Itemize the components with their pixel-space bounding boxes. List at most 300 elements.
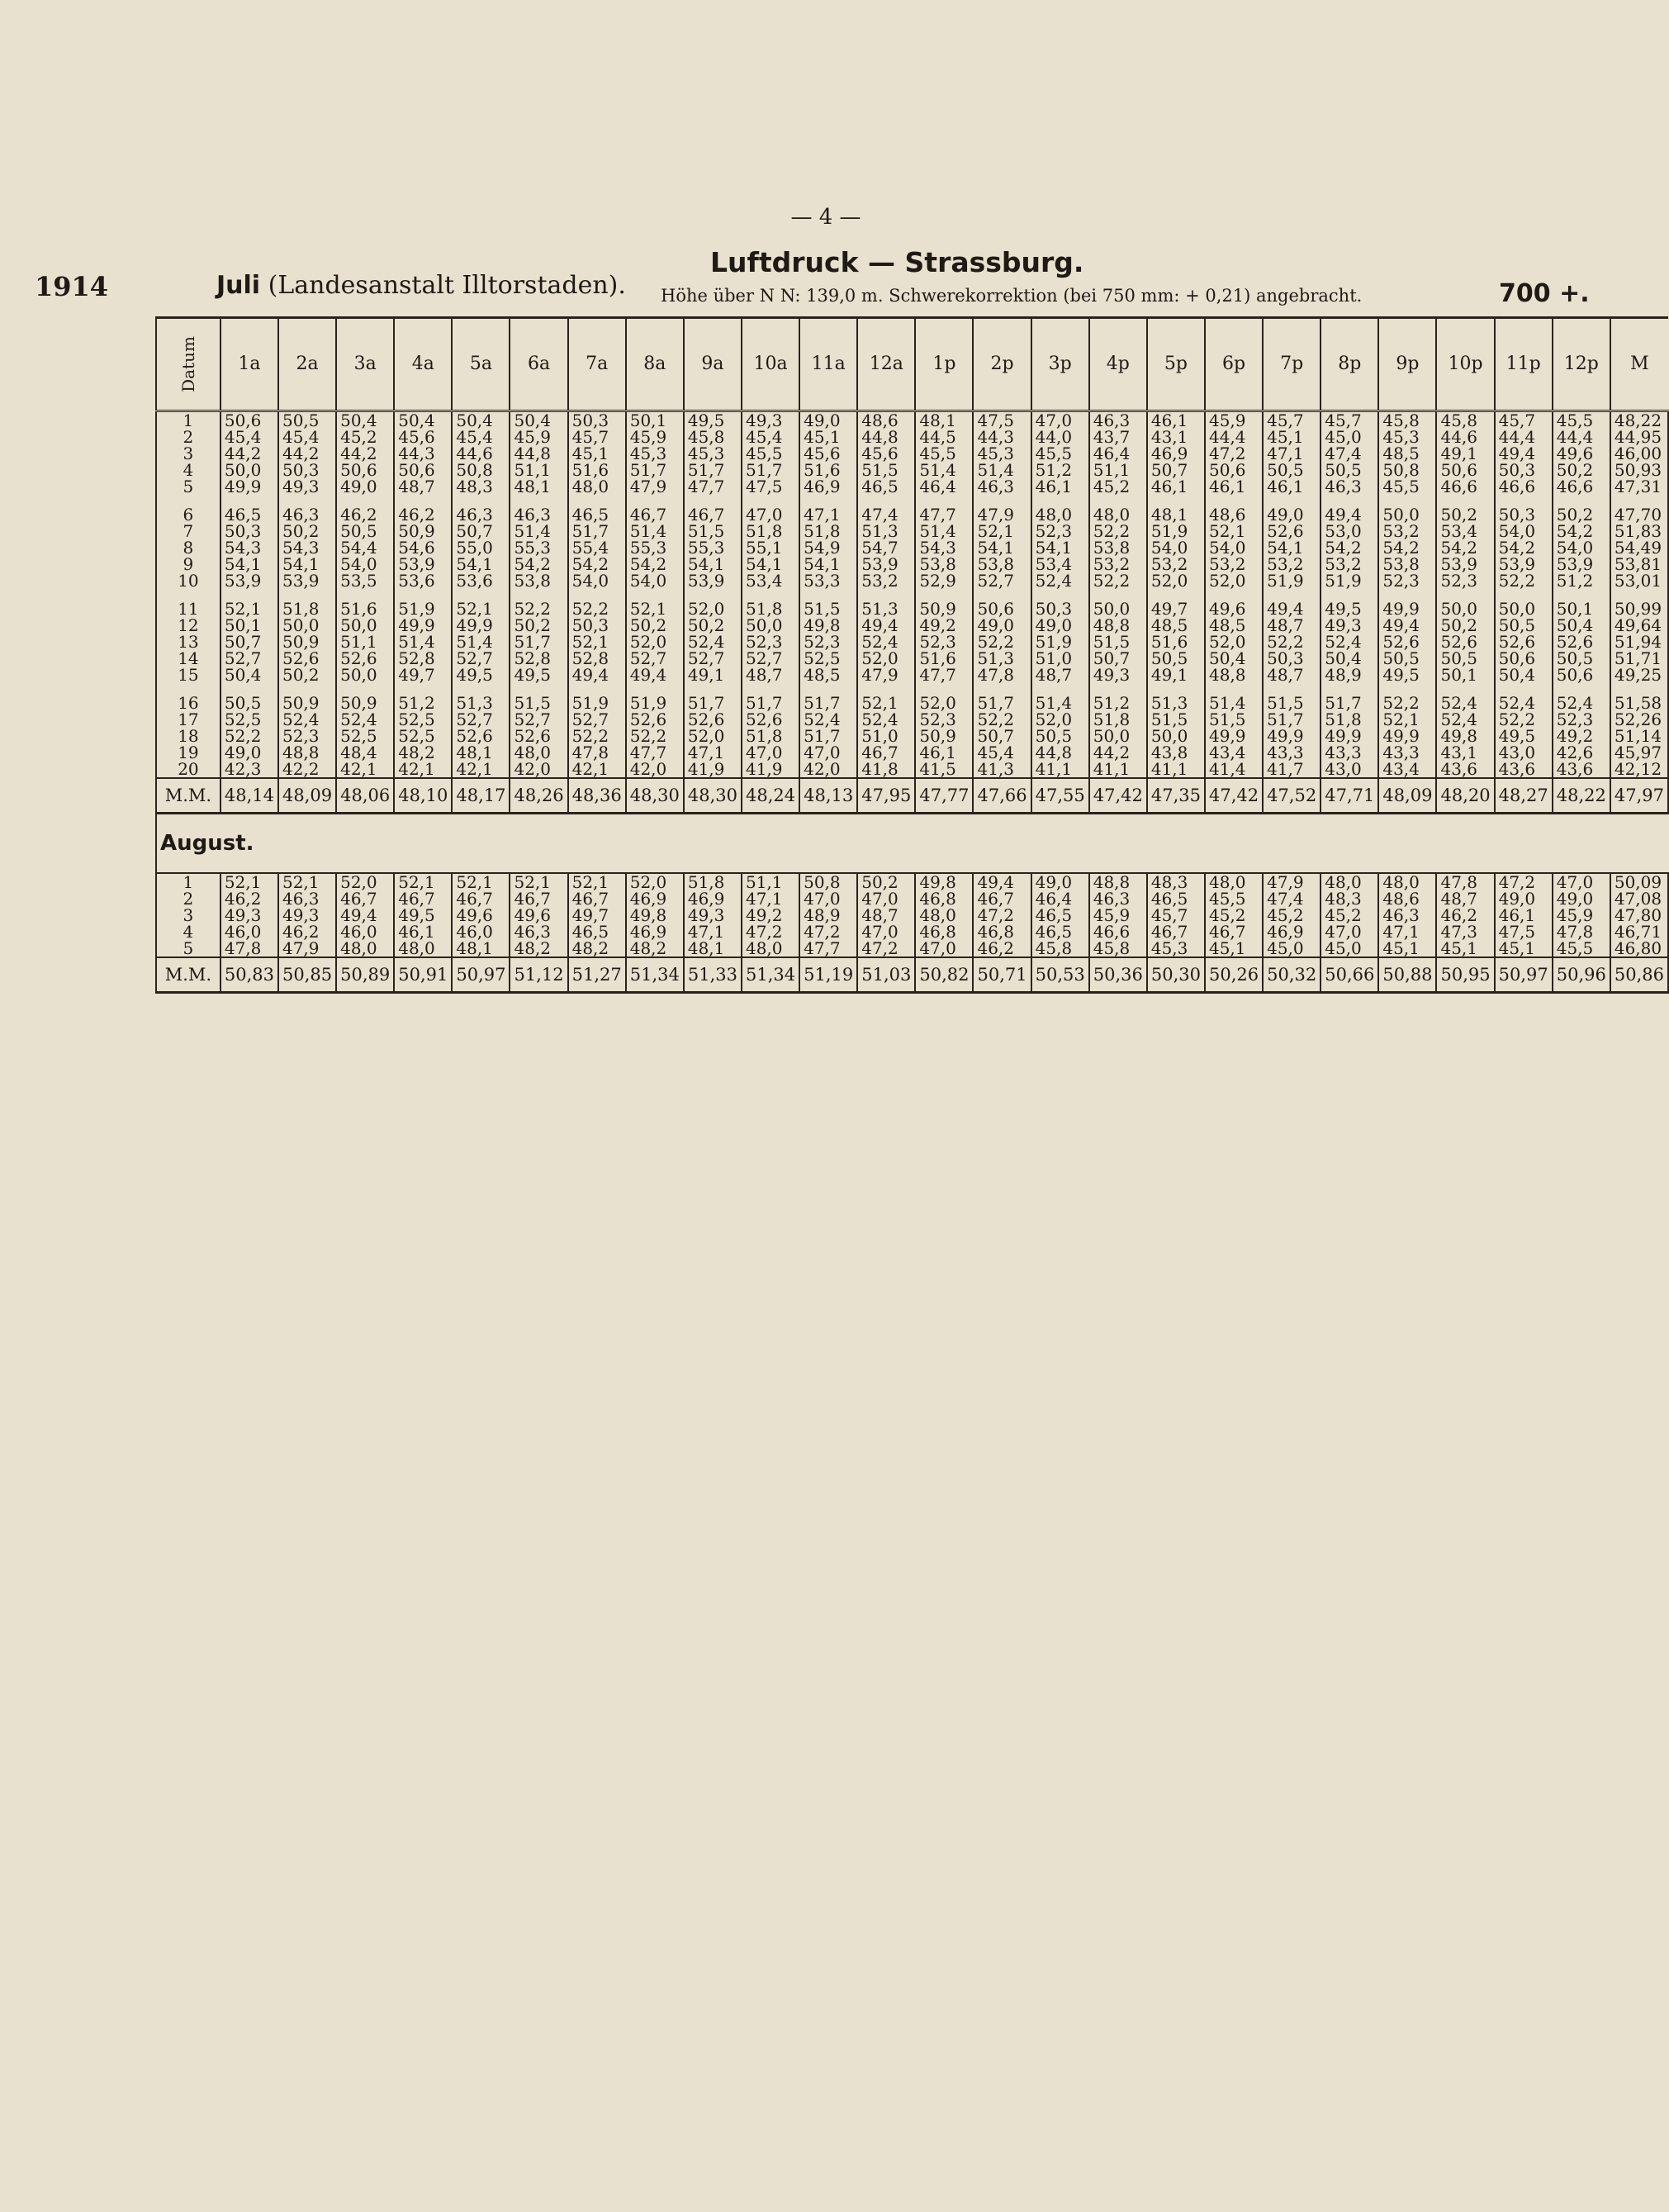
value-cell: 45,0 xyxy=(1321,429,1378,445)
value-cell: 46,3 xyxy=(1089,411,1147,430)
value-cell: 50,4 xyxy=(1321,650,1378,667)
column-header: 10p xyxy=(1436,318,1494,411)
value-cell: 51,7 xyxy=(799,695,857,711)
date-cell: 20 xyxy=(156,761,220,778)
value-cell: 49,9 xyxy=(1378,728,1436,744)
value-cell: 45,1 xyxy=(1495,940,1553,957)
value-cell: 46,2 xyxy=(336,506,394,523)
value-cell: 45,1 xyxy=(568,445,626,462)
value-cell: 42,0 xyxy=(799,761,857,778)
value-cell: 53,8 xyxy=(973,556,1031,572)
value-cell: 52,1 xyxy=(452,873,510,890)
value-cell: 50,32 xyxy=(1263,957,1321,993)
value-cell: 48,30 xyxy=(684,778,742,814)
value-cell: 52,0 xyxy=(626,634,684,650)
value-cell: 46,9 xyxy=(626,923,684,940)
value-cell: 43,0 xyxy=(1495,744,1553,761)
date-cell: 9 xyxy=(156,556,220,572)
table-row xyxy=(156,523,1668,539)
value-cell: 52,1 xyxy=(973,523,1031,539)
table-row xyxy=(156,744,1668,761)
value-cell: 45,7 xyxy=(1263,411,1321,430)
value-cell: 52,4 xyxy=(799,711,857,728)
value-cell: 50,26 xyxy=(1205,957,1263,993)
table-row xyxy=(156,556,1668,572)
value-cell: 50,2 xyxy=(684,617,742,634)
value-cell: 52,4 xyxy=(1321,634,1378,650)
value-cell: 51,2 xyxy=(1089,695,1147,711)
value-cell: 48,6 xyxy=(1205,506,1263,523)
value-cell: 44,3 xyxy=(394,445,452,462)
value-cell: 45,1 xyxy=(1436,940,1494,957)
value-cell: 47,2 xyxy=(1205,445,1263,462)
column-header: 5p xyxy=(1147,318,1205,411)
value-cell: 54,2 xyxy=(1436,539,1494,556)
mean-cell: 51,94 xyxy=(1610,634,1668,650)
value-cell: 47,0 xyxy=(1553,873,1610,890)
value-cell: 44,2 xyxy=(278,445,336,462)
value-cell: 45,5 xyxy=(915,445,973,462)
value-cell: 44,3 xyxy=(973,429,1031,445)
value-cell: 52,6 xyxy=(510,728,567,744)
value-cell: 50,71 xyxy=(973,957,1031,993)
value-cell: 49,6 xyxy=(510,907,567,923)
value-cell: 45,5 xyxy=(1553,411,1610,430)
value-cell: 50,6 xyxy=(1495,650,1553,667)
value-cell: 52,7 xyxy=(452,650,510,667)
value-cell: 51,0 xyxy=(857,728,915,744)
value-cell: 47,9 xyxy=(973,506,1031,523)
value-cell: 44,4 xyxy=(1495,429,1553,445)
value-cell: 50,6 xyxy=(1553,667,1610,683)
value-cell: 54,4 xyxy=(336,539,394,556)
value-cell: 45,7 xyxy=(1321,411,1378,430)
value-cell: 51,7 xyxy=(742,695,799,711)
value-cell: 47,8 xyxy=(973,667,1031,683)
table-row xyxy=(156,411,1668,430)
value-cell: 51,2 xyxy=(1031,462,1089,478)
date-cell: 4 xyxy=(156,462,220,478)
value-cell: 50,5 xyxy=(1321,462,1378,478)
value-cell: 50,2 xyxy=(278,667,336,683)
value-cell: 52,2 xyxy=(220,728,278,744)
value-cell: 48,2 xyxy=(626,940,684,957)
value-cell: 51,9 xyxy=(1031,634,1089,650)
value-cell: 52,2 xyxy=(1263,634,1321,650)
value-cell: 53,6 xyxy=(394,572,452,589)
value-cell: 50,4 xyxy=(1495,667,1553,683)
value-cell: 44,2 xyxy=(1089,744,1147,761)
value-cell: 51,6 xyxy=(915,650,973,667)
value-cell: 51,4 xyxy=(510,523,567,539)
value-cell: 50,5 xyxy=(336,523,394,539)
value-cell: 54,3 xyxy=(220,539,278,556)
value-cell: 50,3 xyxy=(1495,462,1553,478)
column-header: 11a xyxy=(799,318,857,411)
value-cell: 49,6 xyxy=(1553,445,1610,462)
value-cell: 53,2 xyxy=(1089,556,1147,572)
column-header: 2p xyxy=(973,318,1031,411)
column-header: 3a xyxy=(336,318,394,411)
mean-cell: 46,00 xyxy=(1610,445,1668,462)
value-cell: 50,8 xyxy=(799,873,857,890)
date-cell: 3 xyxy=(156,445,220,462)
value-cell: 52,7 xyxy=(742,650,799,667)
value-cell: 47,7 xyxy=(915,506,973,523)
value-cell: 51,8 xyxy=(742,523,799,539)
mean-cell: 48,22 xyxy=(1610,411,1668,430)
value-cell: 47,2 xyxy=(799,923,857,940)
mean-cell: 44,95 xyxy=(1610,429,1668,445)
value-cell: 47,7 xyxy=(915,667,973,683)
value-cell: 48,10 xyxy=(394,778,452,814)
july-body xyxy=(156,411,1668,779)
page-number: — 4 — xyxy=(790,205,861,230)
value-cell: 51,7 xyxy=(742,462,799,478)
value-cell: 50,9 xyxy=(915,600,973,617)
value-cell: 51,9 xyxy=(1263,572,1321,589)
column-header: 1p xyxy=(915,318,973,411)
value-cell: 50,7 xyxy=(1089,650,1147,667)
august-title: August. xyxy=(156,814,1668,874)
value-cell: 53,4 xyxy=(1436,523,1494,539)
value-cell: 51,34 xyxy=(742,957,799,993)
value-cell: 46,7 xyxy=(1205,923,1263,940)
column-header-mean: M xyxy=(1610,318,1668,411)
value-cell: 54,2 xyxy=(1321,539,1378,556)
value-cell: 53,9 xyxy=(1436,556,1494,572)
value-cell: 50,1 xyxy=(1553,600,1610,617)
table-row xyxy=(156,711,1668,728)
value-cell: 52,1 xyxy=(510,873,567,890)
value-cell: 46,5 xyxy=(568,506,626,523)
value-cell: 44,8 xyxy=(1031,744,1089,761)
value-cell: 49,5 xyxy=(452,667,510,683)
value-cell: 47,66 xyxy=(973,778,1031,814)
value-cell: 44,4 xyxy=(1553,429,1610,445)
value-cell: 52,6 xyxy=(278,650,336,667)
value-cell: 45,8 xyxy=(1436,411,1494,430)
date-cell: 7 xyxy=(156,523,220,539)
value-cell: 51,3 xyxy=(973,650,1031,667)
value-cell: 46,1 xyxy=(915,744,973,761)
value-cell: 48,4 xyxy=(336,744,394,761)
year: 1914 xyxy=(35,271,109,302)
value-cell: 42,1 xyxy=(568,761,626,778)
value-cell: 50,0 xyxy=(336,667,394,683)
table-row xyxy=(156,445,1668,462)
value-cell: 49,4 xyxy=(336,907,394,923)
mean-cell: 47,31 xyxy=(1610,478,1668,495)
value-cell: 49,0 xyxy=(1031,617,1089,634)
value-cell: 52,7 xyxy=(220,650,278,667)
value-cell: 48,8 xyxy=(1089,617,1147,634)
value-cell: 48,09 xyxy=(278,778,336,814)
value-cell: 52,6 xyxy=(1263,523,1321,539)
value-cell: 44,8 xyxy=(857,429,915,445)
value-cell: 45,7 xyxy=(1147,907,1205,923)
value-cell: 50,7 xyxy=(220,634,278,650)
value-cell: 47,42 xyxy=(1205,778,1263,814)
value-cell: 48,14 xyxy=(220,778,278,814)
value-cell: 51,8 xyxy=(742,600,799,617)
value-cell: 45,7 xyxy=(1495,411,1553,430)
value-cell: 47,0 xyxy=(799,890,857,907)
value-cell: 47,1 xyxy=(799,506,857,523)
value-cell: 48,1 xyxy=(684,940,742,957)
value-cell: 41,1 xyxy=(1147,761,1205,778)
value-cell: 48,06 xyxy=(336,778,394,814)
value-cell: 46,0 xyxy=(336,923,394,940)
value-cell: 51,4 xyxy=(394,634,452,650)
value-cell: 51,4 xyxy=(1031,695,1089,711)
value-cell: 47,5 xyxy=(1495,923,1553,940)
value-cell: 52,3 xyxy=(278,728,336,744)
value-cell: 52,1 xyxy=(394,873,452,890)
station-label: (Landesanstalt Illtorstaden). xyxy=(268,271,626,300)
date-cell: 8 xyxy=(156,539,220,556)
value-cell: 51,12 xyxy=(510,957,567,993)
value-cell: 51,8 xyxy=(799,523,857,539)
table-row xyxy=(156,617,1668,634)
value-cell: 50,1 xyxy=(626,411,684,430)
value-cell: 49,0 xyxy=(336,478,394,495)
value-cell: 47,0 xyxy=(799,744,857,761)
date-cell: 1 xyxy=(156,873,220,890)
value-cell: 50,3 xyxy=(278,462,336,478)
value-cell: 51,8 xyxy=(1089,711,1147,728)
value-cell: 49,5 xyxy=(394,907,452,923)
value-cell: 54,0 xyxy=(1495,523,1553,539)
value-cell: 48,5 xyxy=(1378,445,1436,462)
value-cell: 47,1 xyxy=(742,890,799,907)
value-cell: 49,8 xyxy=(626,907,684,923)
value-cell: 49,3 xyxy=(220,907,278,923)
value-cell: 52,6 xyxy=(626,711,684,728)
value-cell: 43,6 xyxy=(1495,761,1553,778)
value-cell: 49,0 xyxy=(1495,890,1553,907)
value-cell: 50,0 xyxy=(336,617,394,634)
date-cell: 11 xyxy=(156,600,220,617)
mean-cell: 51,58 xyxy=(1610,695,1668,711)
value-cell: 46,7 xyxy=(626,506,684,523)
value-cell: 52,4 xyxy=(684,634,742,650)
value-cell: 46,7 xyxy=(684,506,742,523)
value-cell: 49,9 xyxy=(1378,600,1436,617)
value-cell: 46,8 xyxy=(973,923,1031,940)
value-cell: 49,8 xyxy=(915,873,973,890)
value-cell: 49,5 xyxy=(1495,728,1553,744)
value-cell: 52,2 xyxy=(510,600,567,617)
table-row xyxy=(156,761,1668,778)
value-cell: 48,0 xyxy=(1321,873,1378,890)
value-cell: 55,4 xyxy=(568,539,626,556)
value-cell: 47,9 xyxy=(278,940,336,957)
value-cell: 53,2 xyxy=(857,572,915,589)
value-cell: 49,4 xyxy=(857,617,915,634)
date-cell: 14 xyxy=(156,650,220,667)
value-cell: 47,7 xyxy=(626,744,684,761)
value-cell: 46,8 xyxy=(915,890,973,907)
value-cell: 50,0 xyxy=(278,617,336,634)
value-cell: 52,2 xyxy=(1495,711,1553,728)
date-cell: 19 xyxy=(156,744,220,761)
value-cell: 46,0 xyxy=(220,923,278,940)
value-cell: 51,9 xyxy=(568,695,626,711)
value-cell: 42,1 xyxy=(336,761,394,778)
value-cell: 45,8 xyxy=(1031,940,1089,957)
value-cell: 51,5 xyxy=(857,462,915,478)
value-cell: 54,0 xyxy=(568,572,626,589)
value-cell: 51,5 xyxy=(1205,711,1263,728)
value-cell: 52,2 xyxy=(973,634,1031,650)
column-header: 8a xyxy=(626,318,684,411)
value-cell: 52,5 xyxy=(799,650,857,667)
value-cell: 46,6 xyxy=(1436,478,1494,495)
value-cell: 51,8 xyxy=(742,728,799,744)
value-cell: 54,3 xyxy=(278,539,336,556)
value-cell: 53,4 xyxy=(742,572,799,589)
value-cell: 51,5 xyxy=(510,695,567,711)
value-cell: 52,0 xyxy=(684,600,742,617)
value-cell: 45,0 xyxy=(1263,940,1321,957)
value-cell: 51,3 xyxy=(857,523,915,539)
value-cell: 47,0 xyxy=(857,923,915,940)
table-row xyxy=(156,650,1668,667)
mean-cell: 50,93 xyxy=(1610,462,1668,478)
value-cell: 46,9 xyxy=(684,890,742,907)
table-row xyxy=(156,600,1668,617)
value-cell: 54,2 xyxy=(626,556,684,572)
value-cell: 51,2 xyxy=(1553,572,1610,589)
column-header: 8p xyxy=(1321,318,1378,411)
value-cell: 47,2 xyxy=(973,907,1031,923)
value-cell: 42,1 xyxy=(394,761,452,778)
value-cell: 48,17 xyxy=(452,778,510,814)
value-cell: 52,0 xyxy=(684,728,742,744)
value-cell: 52,4 xyxy=(1436,695,1494,711)
value-cell: 46,1 xyxy=(1031,478,1089,495)
value-cell: 49,3 xyxy=(278,478,336,495)
value-cell: 47,71 xyxy=(1321,778,1378,814)
month-label: Juli xyxy=(216,271,261,300)
value-cell: 50,95 xyxy=(1436,957,1494,993)
value-cell: 54,1 xyxy=(973,539,1031,556)
value-cell: 52,7 xyxy=(684,650,742,667)
value-cell: 47,0 xyxy=(742,744,799,761)
value-cell: 42,6 xyxy=(1553,744,1610,761)
value-cell: 50,9 xyxy=(278,695,336,711)
value-cell: 50,4 xyxy=(394,411,452,430)
value-cell: 52,7 xyxy=(973,572,1031,589)
value-cell: 48,7 xyxy=(1031,667,1089,683)
value-cell: 41,3 xyxy=(973,761,1031,778)
value-cell: 49,1 xyxy=(684,667,742,683)
mean-cell: 47,97 xyxy=(1610,778,1668,814)
value-cell: 51,8 xyxy=(1321,711,1378,728)
value-cell: 46,4 xyxy=(915,478,973,495)
value-cell: 49,9 xyxy=(1321,728,1378,744)
value-cell: 50,7 xyxy=(973,728,1031,744)
value-cell: 51,9 xyxy=(626,695,684,711)
value-cell: 45,4 xyxy=(220,429,278,445)
value-cell: 52,1 xyxy=(452,600,510,617)
date-cell: M.M. xyxy=(156,778,220,814)
value-cell: 45,8 xyxy=(1378,411,1436,430)
value-cell: 49,2 xyxy=(915,617,973,634)
value-cell: 52,1 xyxy=(220,873,278,890)
value-cell: 47,8 xyxy=(568,744,626,761)
value-cell: 54,2 xyxy=(1553,523,1610,539)
value-cell: 53,8 xyxy=(1378,556,1436,572)
table-row xyxy=(156,667,1668,683)
column-header: 5a xyxy=(452,318,510,411)
value-cell: 48,9 xyxy=(799,907,857,923)
value-cell: 50,2 xyxy=(1553,506,1610,523)
value-cell: 49,4 xyxy=(1321,506,1378,523)
value-cell: 53,9 xyxy=(1495,556,1553,572)
value-cell: 51,5 xyxy=(1147,711,1205,728)
value-cell: 51,03 xyxy=(857,957,915,993)
value-cell: 46,3 xyxy=(278,506,336,523)
value-cell: 46,6 xyxy=(1089,923,1147,940)
value-cell: 52,0 xyxy=(857,650,915,667)
value-cell: 54,1 xyxy=(684,556,742,572)
value-cell: 50,2 xyxy=(1436,506,1494,523)
august-title-row xyxy=(156,814,1668,874)
value-cell: 45,3 xyxy=(973,445,1031,462)
value-cell: 53,8 xyxy=(915,556,973,572)
value-cell: 54,0 xyxy=(626,572,684,589)
value-cell: 53,2 xyxy=(1321,556,1378,572)
mean-cell: 53,01 xyxy=(1610,572,1668,589)
value-cell: 52,4 xyxy=(278,711,336,728)
value-cell: 50,3 xyxy=(1495,506,1553,523)
value-cell: 47,8 xyxy=(1436,873,1494,890)
value-cell: 52,5 xyxy=(220,711,278,728)
date-cell: 16 xyxy=(156,695,220,711)
value-cell: 50,5 xyxy=(1495,617,1553,634)
value-cell: 46,1 xyxy=(1495,907,1553,923)
value-cell: 50,36 xyxy=(1089,957,1147,993)
value-cell: 43,7 xyxy=(1089,429,1147,445)
value-cell: 46,5 xyxy=(568,923,626,940)
value-cell: 48,3 xyxy=(1147,873,1205,890)
value-cell: 48,1 xyxy=(510,478,567,495)
value-cell: 52,3 xyxy=(742,634,799,650)
value-cell: 51,19 xyxy=(799,957,857,993)
value-cell: 50,82 xyxy=(915,957,973,993)
value-cell: 50,0 xyxy=(1147,728,1205,744)
value-cell: 53,9 xyxy=(220,572,278,589)
value-cell: 49,9 xyxy=(394,617,452,634)
value-cell: 50,0 xyxy=(1495,600,1553,617)
value-cell: 47,7 xyxy=(799,940,857,957)
value-cell: 50,4 xyxy=(452,411,510,430)
value-cell: 52,1 xyxy=(626,600,684,617)
value-cell: 41,7 xyxy=(1263,761,1321,778)
value-cell: 48,9 xyxy=(1321,667,1378,683)
value-cell: 43,4 xyxy=(1378,761,1436,778)
value-cell: 45,4 xyxy=(278,429,336,445)
value-cell: 52,9 xyxy=(915,572,973,589)
value-cell: 52,4 xyxy=(1495,695,1553,711)
value-cell: 50,5 xyxy=(1436,650,1494,667)
value-cell: 52,2 xyxy=(626,728,684,744)
value-cell: 54,1 xyxy=(452,556,510,572)
value-cell: 46,7 xyxy=(973,890,1031,907)
value-cell: 52,4 xyxy=(857,634,915,650)
